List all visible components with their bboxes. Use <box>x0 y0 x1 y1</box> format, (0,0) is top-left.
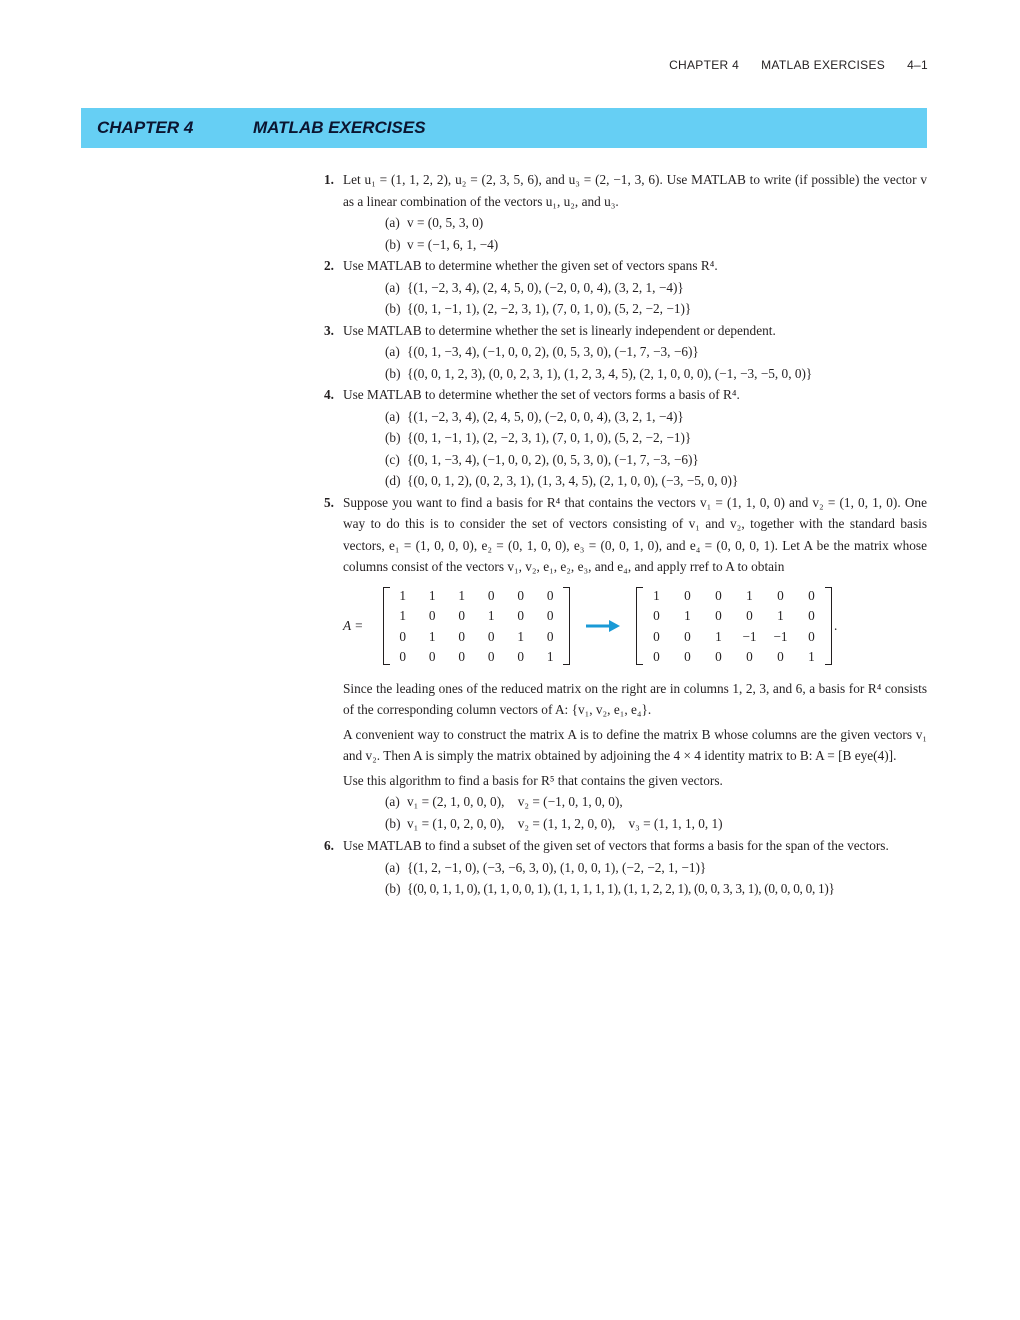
exercise-2 <box>322 255 927 320</box>
matrix-entry: 1 <box>428 628 436 644</box>
matrix-entry: 0 <box>715 587 722 603</box>
page-number: 4–1 <box>907 58 928 72</box>
matrix-entry: 0 <box>487 587 495 603</box>
matrix-a <box>383 585 570 667</box>
exercise-number: 6. <box>324 838 334 853</box>
part-a: (a) {(1, 2, −1, 0), (−3, −6, 3, 0), (1, 0, 0, 1), (−2, −2, 1, −1)} <box>385 859 707 875</box>
exercise-text: A convenient way to construct the matrix A is to define the matrix B whose columns are the given vectors v₁ and v₂. Then A is simply the matrix obtained by adjoining the 4 × 4 identity matrix to B: A = [B eye(4)]. <box>343 726 927 763</box>
matrix-entry: 0 <box>684 649 691 664</box>
matrix-entry: 1 <box>399 608 407 623</box>
exercise-4 <box>322 384 927 492</box>
matrix-entry: 0 <box>715 608 722 623</box>
matrix-label: A = <box>343 617 364 633</box>
matrix-entry: 0 <box>428 649 436 664</box>
matrix-entry: 0 <box>808 587 815 603</box>
matrix-entry: 1 <box>517 628 525 644</box>
part-d: (d) {(0, 0, 1, 2), (0, 2, 3, 1), (1, 3, 4, 5), (2, 1, 0, 0), (−3, −5, 0, 0)} <box>385 473 739 488</box>
exercise-text: Let u₁ = (1, 1, 2, 2), u₂ = (2, 3, 5, 6), and u₃ = (2, −1, 3, 6). Use MATLAB to write (if possible) the vector v as a linear combination of the vectors u₁, u₂, and u₃. <box>343 172 927 209</box>
matrix-period: . <box>834 617 838 633</box>
matrix-entry: 0 <box>808 608 815 623</box>
banner-title: MATLAB EXERCISES <box>253 118 426 137</box>
matrix-entry: 0 <box>653 608 660 623</box>
matrix-entry: 0 <box>715 649 722 664</box>
matrix-entry: 0 <box>808 628 815 644</box>
matrix-entry: 0 <box>399 649 407 664</box>
part-a: (a) v₁ = (2, 1, 0, 0, 0), v₂ = (−1, 0, 1, 0, 0), <box>385 794 623 809</box>
matrix-entry: 0 <box>458 628 466 644</box>
exercise-text: Use MATLAB to determine whether the set of vectors forms a basis of R⁴. <box>343 387 740 402</box>
matrix-entry: 1 <box>546 649 554 664</box>
arrow-icon <box>570 619 636 633</box>
matrix-entry: 0 <box>487 649 495 664</box>
banner-chapter: CHAPTER 4 <box>97 118 194 137</box>
matrix-entry: 0 <box>653 649 660 664</box>
matrix-entry: 0 <box>399 628 407 644</box>
exercise-text: Since the leading ones of the reduced matrix on the right are in columns 1, 2, 3, and 6, a basis for R⁴ consists of the corresponding column vectors of A: {v₁, v₂, e₁, e₄}. <box>343 680 927 717</box>
exercise-5 <box>322 492 927 835</box>
running-head-title: MATLAB EXERCISES <box>761 58 886 72</box>
matrix-entry: 0 <box>458 608 466 623</box>
part-b: (b) {(0, 1, −1, 1), (2, −2, 3, 1), (7, 0, 1, 0), (5, 2, −2, −1)} <box>385 301 692 316</box>
matrix-entry: 1 <box>777 608 784 623</box>
matrix-entry: 0 <box>517 649 525 664</box>
part-b: (b) {(0, 1, −1, 1), (2, −2, 3, 1), (7, 0, 1, 0), (5, 2, −2, −1)} <box>385 430 692 445</box>
running-head-chapter: CHAPTER 4 <box>669 58 740 72</box>
matrix-entry: 1 <box>487 608 495 623</box>
matrix-entry: 0 <box>458 649 466 664</box>
part-a: (a) {(0, 1, −3, 4), (−1, 0, 0, 2), (0, 5, 3, 0), (−1, 7, −3, −6)} <box>385 344 699 359</box>
matrix-entry: 1 <box>458 587 466 603</box>
exercise-number: 5. <box>324 494 334 510</box>
matrix-entry: 0 <box>428 608 436 623</box>
matrix-entry: 1 <box>684 608 691 623</box>
exercise-1 <box>322 169 927 255</box>
exercise-number: 2. <box>324 258 334 273</box>
matrix-entry: 1 <box>715 628 722 644</box>
rref-equation <box>343 580 927 672</box>
matrix-entry: 0 <box>684 587 691 603</box>
matrix-entry: −1 <box>773 628 788 644</box>
matrix-entry: 0 <box>517 608 525 623</box>
matrix-entry: 0 <box>777 649 784 664</box>
exercise-number: 1. <box>324 172 334 187</box>
matrix-entry: 1 <box>653 587 660 603</box>
part-a: (a) {(1, −2, 3, 4), (2, 4, 5, 0), (−2, 0, 0, 4), (3, 2, 1, −4)} <box>385 408 684 424</box>
exercise-text: Suppose you want to find a basis for R⁴ that contains the vectors v₁ = (1, 1, 0, 0) and v₂ = (1, 0, 1, 0). One way to do this is to consider the set of vectors consisting of v₁ and v₂, together with the standard basis vectors, e₁ = (1, 0, 0, 0), e₂ = (0, 1, 0, 0), e₃ = (0, 0, 1, 0), and e₄ = (0, 0, 0, 1). Let A be the matrix whose columns consist of the vectors v₁, v₂, e₁, e₂, e₃, and e₄, and apply rref to A to obtain <box>343 494 927 574</box>
matrix-entry: 1 <box>399 587 407 603</box>
part-b: (b) {(0, 0, 1, 2, 3), (0, 0, 2, 3, 1), (1, 2, 3, 4, 5), (2, 1, 0, 0, 0), (−1, −3, −5, 0, 0)} <box>385 365 813 381</box>
matrix-entry: 1 <box>746 587 753 603</box>
matrix-entry: 0 <box>684 628 691 644</box>
matrix-entry: 1 <box>428 587 436 603</box>
running-head <box>669 58 928 72</box>
matrix-entry: 0 <box>653 628 660 644</box>
matrix-entry: 0 <box>517 587 525 603</box>
part-a: (a) {(1, −2, 3, 4), (2, 4, 5, 0), (−2, 0, 0, 4), (3, 2, 1, −4)} <box>385 279 684 295</box>
matrix-rref <box>636 585 832 667</box>
exercise-number: 4. <box>324 387 334 402</box>
part-b: (b) {(0, 0, 1, 1, 0), (1, 1, 0, 0, 1), (1, 1, 1, 1, 1), (1, 1, 2, 2, 1), (0, 0, 3, 3, 1), (0, 0, 0, 0, 1)} <box>385 881 835 896</box>
matrix-entry: 0 <box>546 628 554 644</box>
part-c: (c) {(0, 1, −3, 4), (−1, 0, 0, 2), (0, 5, 3, 0), (−1, 7, −3, −6)} <box>385 451 699 467</box>
matrix-entry: 1 <box>808 649 815 664</box>
exercise-6 <box>322 835 927 900</box>
exercise-number: 3. <box>324 322 334 338</box>
exercise-list <box>322 169 927 900</box>
matrix-entry: 0 <box>546 587 554 603</box>
exercise-text: Use MATLAB to determine whether the given set of vectors spans R⁴. <box>343 258 718 273</box>
matrix-entry: 0 <box>487 628 495 644</box>
part-b: (b) v₁ = (1, 0, 2, 0, 0), v₂ = (1, 1, 2, 0, 0), v₃ = (1, 1, 1, 0, 1) <box>385 815 723 831</box>
matrix-entry: 0 <box>777 587 784 603</box>
exercise-text: Use MATLAB to determine whether the set is linearly independent or dependent. <box>343 322 776 338</box>
matrix-entry: 0 <box>746 608 753 623</box>
part-a: (a) v = (0, 5, 3, 0) <box>385 215 484 230</box>
chapter-banner <box>81 108 927 148</box>
exercise-text: Use MATLAB to find a subset of the given set of vectors that forms a basis for the span of the vectors. <box>343 838 889 853</box>
exercise-3 <box>322 320 927 385</box>
matrix-entry: −1 <box>742 628 757 644</box>
matrix-entry: 0 <box>546 608 554 623</box>
part-b: (b) v = (−1, 6, 1, −4) <box>385 236 499 252</box>
exercise-text: Use this algorithm to find a basis for R⁵ that contains the given vectors. <box>343 772 723 788</box>
matrix-entry: 0 <box>746 649 753 664</box>
